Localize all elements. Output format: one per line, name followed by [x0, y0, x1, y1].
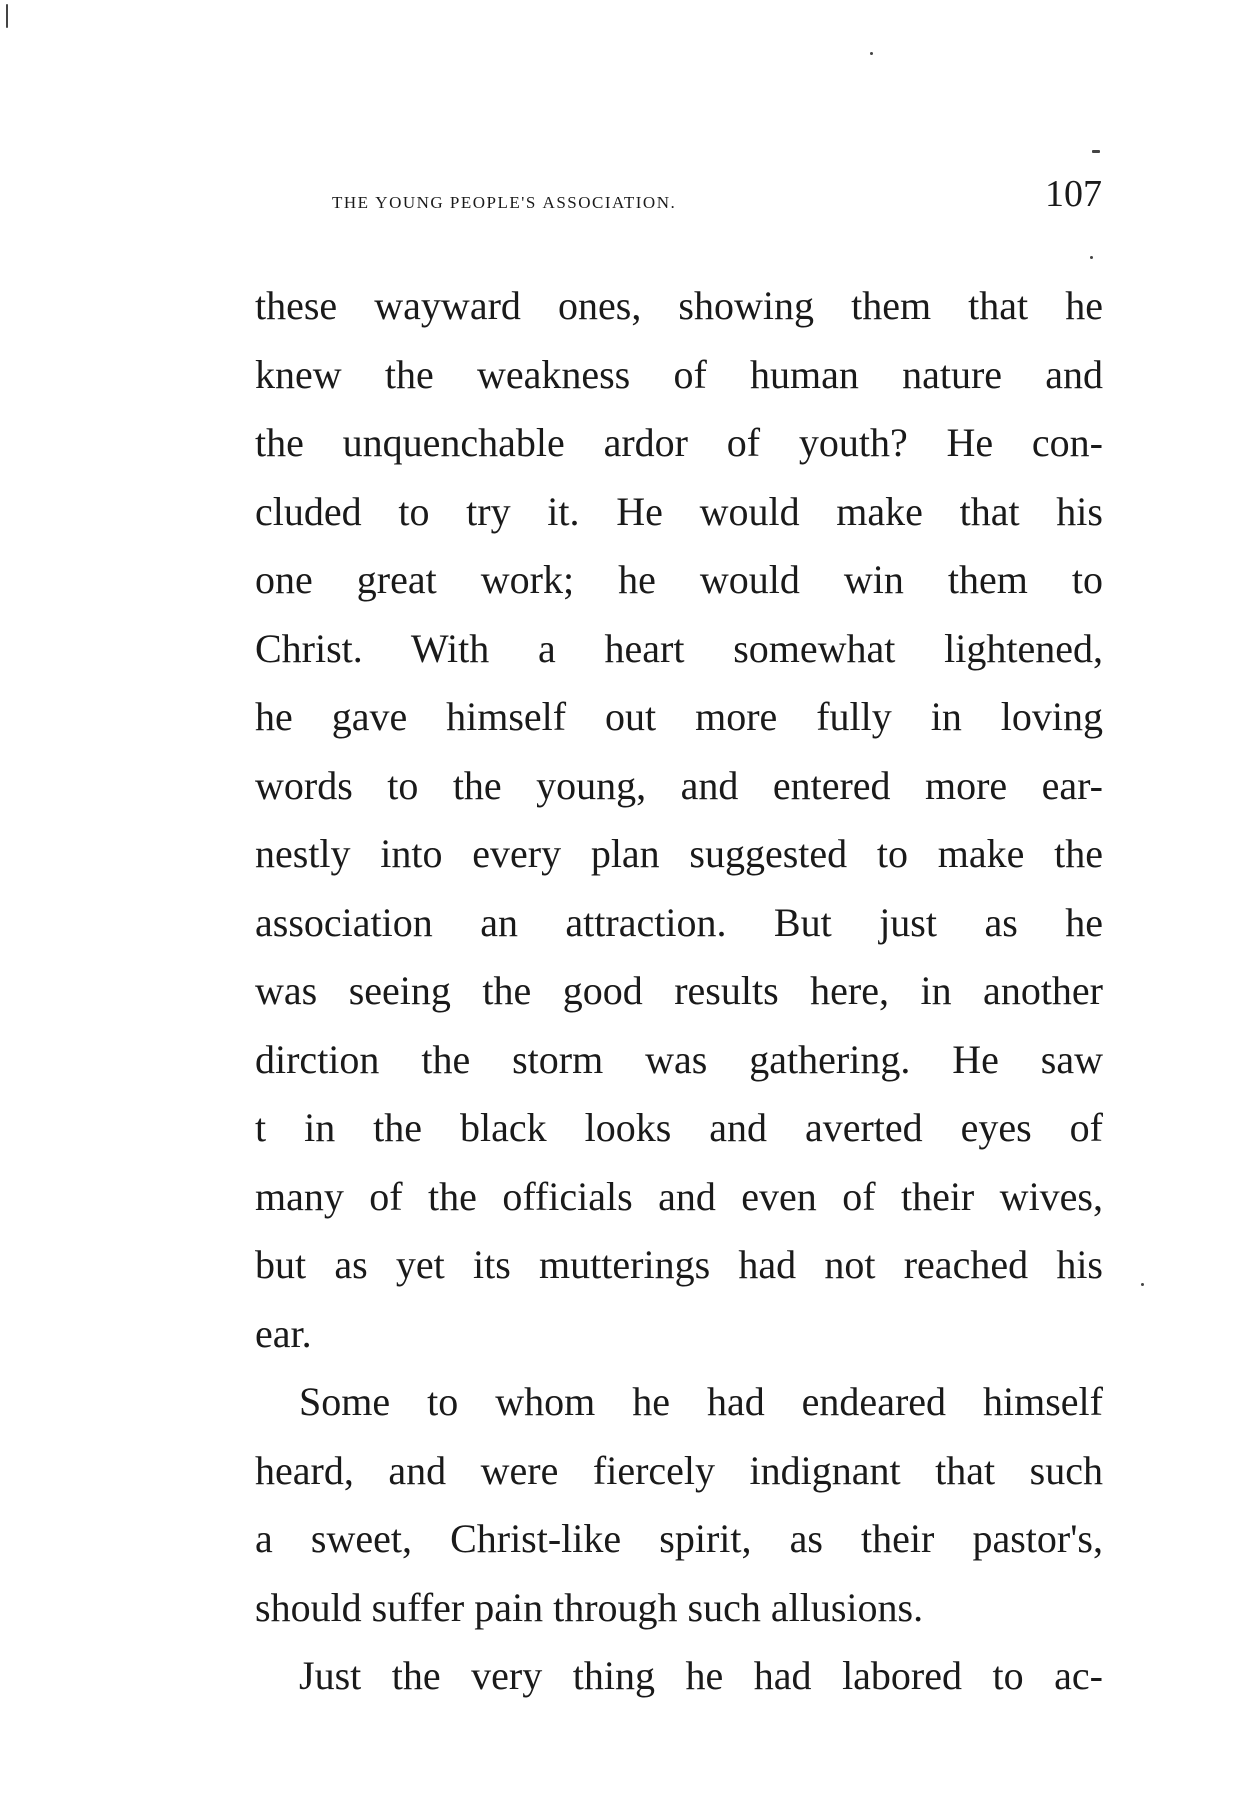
- text-line: words to the young, and entered more ear-: [255, 762, 1103, 808]
- text-line: heard, and were fiercely indignant that such: [255, 1447, 1103, 1493]
- body-text: [255, 272, 1103, 1711]
- text-line: many of the officials and even of their wives,: [255, 1173, 1103, 1219]
- text-line: these wayward ones, showing them that he: [255, 283, 1103, 328]
- scan-speck: [870, 52, 873, 55]
- text-line: knew the weakness of human nature and: [255, 351, 1103, 397]
- scan-mark: [6, 4, 8, 28]
- text-line: he gave himself out more fully in loving: [255, 694, 1103, 739]
- text-line: nestly into every plan suggested to make the: [255, 831, 1103, 876]
- text-line: t in the black looks and averted eyes of: [255, 1105, 1103, 1150]
- text-line: Some to whom he had endeared himself: [299, 1379, 1103, 1424]
- text-line: one great work; he would win them to: [255, 557, 1103, 602]
- scan-speck: [1141, 1283, 1144, 1286]
- text-line: Just the very thing he had labored to ac-: [299, 1653, 1103, 1698]
- text-line: Christ. With a heart somewhat lightened,: [255, 625, 1103, 671]
- text-line: cluded to try it. He would make that his: [255, 488, 1103, 534]
- text-line: the unquenchable ardor of youth? He con-: [255, 420, 1103, 465]
- page-header: [332, 170, 1102, 230]
- text-line: was seeing the good results here, in another: [255, 968, 1103, 1013]
- text-line: a sweet, Christ-like spirit, as their pastor's,: [255, 1516, 1103, 1561]
- text-line: dirction the storm was gathering. He saw: [255, 1036, 1103, 1082]
- text-line: association an attraction. But just as he: [255, 899, 1103, 945]
- scan-speck: [1092, 150, 1100, 153]
- text-line: but as yet its mutterings had not reached his: [255, 1242, 1103, 1287]
- running-head: the young people's association.: [332, 188, 677, 214]
- scan-speck: [1090, 256, 1093, 259]
- page-number: 107: [1045, 173, 1102, 215]
- text-line: should suffer pain through such allusions.: [255, 1584, 924, 1630]
- text-line: ear.: [255, 1310, 312, 1356]
